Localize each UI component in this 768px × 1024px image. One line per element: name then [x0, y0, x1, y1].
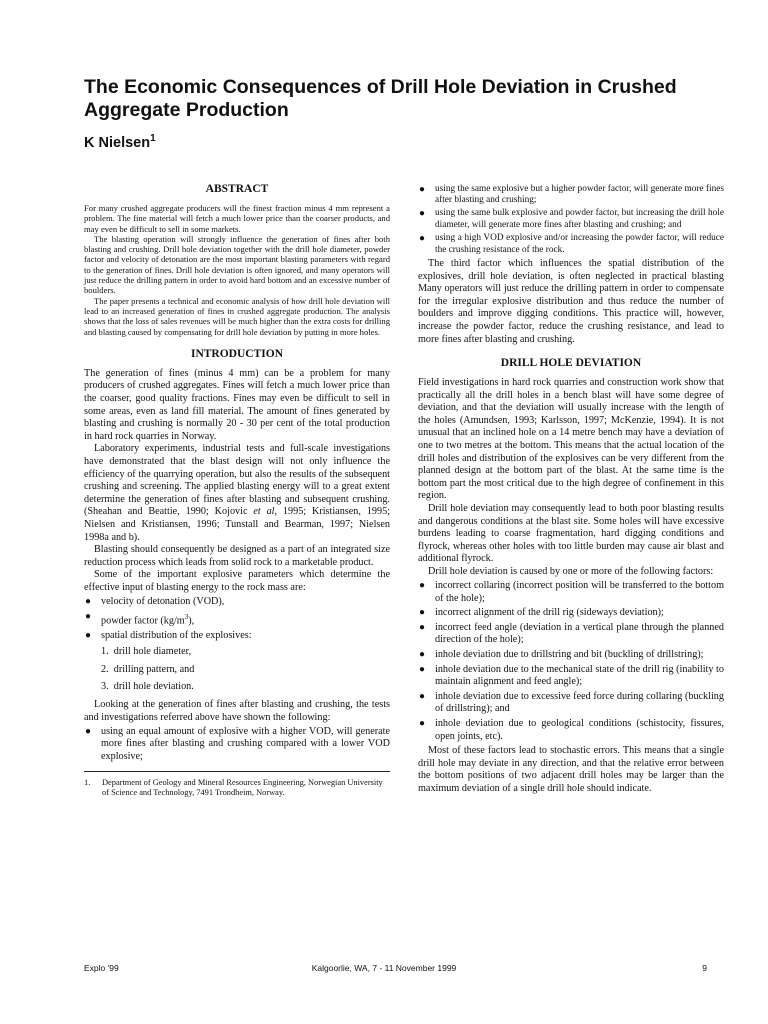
intro-text: Laboratory experiments, industrial tests and full-scale investigations have demonstrated that the blast design will not only influence the efficiency of the quarrying operation, but also the results of the subsequent crushing and screening. The applied blasting energy will to a great extent determine the generation of fines after blasting and subsequent crushing. (Sheahan and Beattie, 1990; Kojovic [84, 443, 390, 518]
numbered-item: 1. drill hole diameter, [101, 646, 192, 658]
left-column [84, 182, 390, 798]
list-item [418, 580, 724, 605]
list-item [84, 726, 390, 764]
intro-paragraph [84, 443, 390, 544]
list-item-text: spatial distribution of the explosives: [101, 629, 252, 641]
bullet-icon: ● [419, 718, 426, 730]
abstract-paragraph: The paper presents a technical and economic analysis of how drill hole deviation will lead to an increased generation of fines in crushed aggregate production. The analysis shows that the loss of sales revenues will be much higher than the extra costs for drilling and blasting caused by compensating for drill hole deviation by putting in more holes. [84, 295, 390, 337]
list-item [84, 611, 390, 628]
abstract-paragraph: The blasting operation will strongly influence the generation of fines after both blasting and crushing. Drill hole deviation together with the drill hole diameter, powder factor and velocity of detonation are the most important blasting parameters with regard to the generation of fines. Drill hole deviation is often ignored, and many operators will just reduce the drilling pattern in order to avoid hard bottom and an excessive number of boulders. [84, 233, 390, 296]
body-paragraph: Drill hole deviation may consequently lead to both poor blasting results and dangerous conditions at the blast site. Some holes will have excessive burdens leading to coarse fragmentation, hard digging conditions and flyrock, whereas other holes with too little burden may cause air blast and additional flyrock. [418, 503, 724, 565]
intro-paragraph: Blasting should consequently be designed as a part of an integrated size reduction process which leads from solid rock to a marketable product. [84, 544, 390, 568]
bullet-icon: ● [419, 233, 426, 245]
numbered-item: 2. drilling pattern, and [101, 663, 195, 675]
body-paragraph: Drill hole deviation is caused by one or more of the following factors: [428, 566, 714, 577]
numbered-item: 3. drill hole deviation. [101, 681, 194, 693]
list-item [418, 208, 724, 231]
list-item [84, 630, 390, 643]
bullet-icon: ● [419, 580, 426, 592]
author-footnote-mark: 1 [150, 133, 156, 144]
list-item [84, 596, 390, 609]
list-item [418, 691, 724, 716]
right-column [418, 182, 724, 796]
footnote [84, 778, 390, 798]
bullet-icon: ● [419, 607, 426, 619]
list-item [418, 718, 724, 743]
list-item-text: using the same bulk explosive and powder factor, but increasing the drill hole diameter, will generate more fines after blasting and crushing; and [435, 208, 724, 230]
deviation-causes-list [418, 580, 724, 743]
footnote-rule [84, 771, 390, 772]
list-item-text: powder factor (kg/m [101, 615, 185, 627]
list-item-text: using a high VOD explosive and/or increasing the powder factor, will reduce the crushing resistance of the rock. [435, 233, 724, 255]
bullet-icon: ● [419, 663, 426, 675]
intro-text: , 1995; Kristiansen, 1995; Nielsen and Kristiansen, 1996; Tunstall and Bearman, 1997; Nielsen 1998a and b). [84, 506, 390, 543]
body-paragraph: Most of these factors lead to stochastic errors. This means that a single drill hole may deviate in any direction, and that the relative error between the bottom positions of two adjacent drill holes may be larger than the maximum deviation of a single drill hole should indicate. [418, 745, 724, 794]
footer-left: Explo '99 [84, 963, 119, 973]
body-paragraph: Field investigations in hard rock quarries and construction work show that practically all the drill holes in a bench blast will have some degree of deviation, and that the deviation will usually increase with the length of the holes (Amundsen, 1993; Karlsson, 1997; McKenzie, 1994). It is not unusual that an inclined hole on a 14 metre bench may have a deviation of one to two metres at the bottom. This means that the actual location of the drill holes and distribution of the explosives can be very different from the planned design at the bottom part of the blast. At the same time is the bottom part the most critical due to the high degree of confinement in this region. [418, 377, 724, 502]
list-item-text: incorrect feed angle (deviation in a vertical plane through the planned direction of the hole); [435, 621, 724, 646]
bullet-icon: ● [419, 208, 426, 220]
list-item-text: incorrect alignment of the drill rig (sideways deviation); [435, 607, 664, 619]
list-item [418, 649, 724, 662]
paper-title: The Economic Consequences of Drill Hole Deviation in Crushed Aggregate Production [84, 76, 677, 121]
intro-italic: et al [253, 506, 275, 518]
drill-hole-deviation-heading: DRILL HOLE DEVIATION [500, 357, 642, 370]
footer-center: Kalgoorlie, WA, 7 - 11 November 1999 [311, 963, 457, 973]
list-item [418, 622, 724, 647]
list-item-text: incorrect collaring (incorrect position will be transferred to the bottom of the hole); [435, 580, 724, 604]
findings-list [84, 726, 390, 764]
bullet-icon: ● [419, 690, 426, 702]
bullet-icon: ● [419, 649, 426, 661]
intro-paragraph: The generation of fines (minus 4 mm) can be a problem for many producers of crushed aggregates. Fines will fetch a much lower price than the coarser, good quality fractions. Fines may even be difficult to sell in some areas, even as land fill material. The amount of fines generated by blasting and crushing is normally 20 - 30 per cent of the total production in hard rock quarries in Norway. [84, 367, 390, 442]
list-item [418, 664, 724, 689]
introduction-heading: INTRODUCTION [190, 347, 283, 360]
bullet-icon: ● [85, 725, 92, 737]
abstract-heading: ABSTRACT [205, 183, 269, 195]
list-item-text: using the same explosive but a higher powder factor, will generate more fines after blasting and crushing; [435, 183, 724, 205]
footnote-text: Department of Geology and Mineral Resources Engineering, Norwegian University of Science and Technology, 7491 Trondheim, Norway. [102, 778, 383, 798]
list-item-text: inhole deviation due to geological conditions (schistocity, fissures, open joints, etc). [435, 718, 724, 742]
list-item [418, 233, 724, 256]
footnote-number: 1. [84, 778, 91, 788]
findings-list-continued [418, 184, 724, 256]
body-paragraph: The third factor which influences the spatial distribution of the explosives, drill hole deviation, is often neglected in practical blasting Many operators will just reduce the drilling pattern in order to compensate for the irregular explosive distribution and thus reduce the number of boulders and improve digging conditions. This practice will, however, increase the powder factor, reduce the crushing resistance, and lead to more fines after blasting and crushing. [418, 257, 724, 345]
bullet-icon: ● [85, 610, 92, 622]
list-item-text: ), [188, 615, 195, 627]
author-line [84, 133, 156, 151]
explosive-parameters-list [84, 596, 390, 642]
abstract-body [84, 203, 390, 337]
list-item-text: velocity of detonation (VOD), [101, 596, 225, 608]
page-number: 9 [702, 963, 707, 973]
list-item-text: inhole deviation due to excessive feed force during collaring (buckling of drillstring); and [435, 690, 724, 715]
superscript: 3 [184, 612, 189, 621]
intro-paragraph: Looking at the generation of fines after blasting and crushing, the tests and investigations referred above have shown the following: [84, 699, 390, 723]
author-name: K Nielsen [84, 134, 151, 151]
bullet-icon: ● [419, 621, 426, 633]
abstract-paragraph: For many crushed aggregate producers will the finest fraction minus 4 mm represent a problem. The fine material will fetch a much lower price than the coarser products, and may even be difficult to sell in some markets. [84, 203, 390, 234]
list-item [418, 184, 724, 207]
bullet-icon: ● [85, 629, 92, 641]
intro-paragraph: Some of the important explosive parameters which determine the effective input of blasting energy to the rock mass are: [84, 569, 390, 593]
list-item-text: inhole deviation due to the mechanical state of the drill rig (inability to maintain alignment and feed angle); [435, 663, 724, 688]
spatial-distribution-list [84, 646, 390, 694]
list-item-text: using an equal amount of explosive with a higher VOD, will generate more fines after blasting and crushing compared with a lower VOD explosive; [101, 725, 390, 762]
bullet-icon: ● [85, 596, 92, 608]
bullet-icon: ● [419, 183, 426, 195]
list-item-text: inhole deviation due to drillstring and bit (buckling of drillstring); [435, 649, 704, 661]
list-item [418, 607, 724, 620]
